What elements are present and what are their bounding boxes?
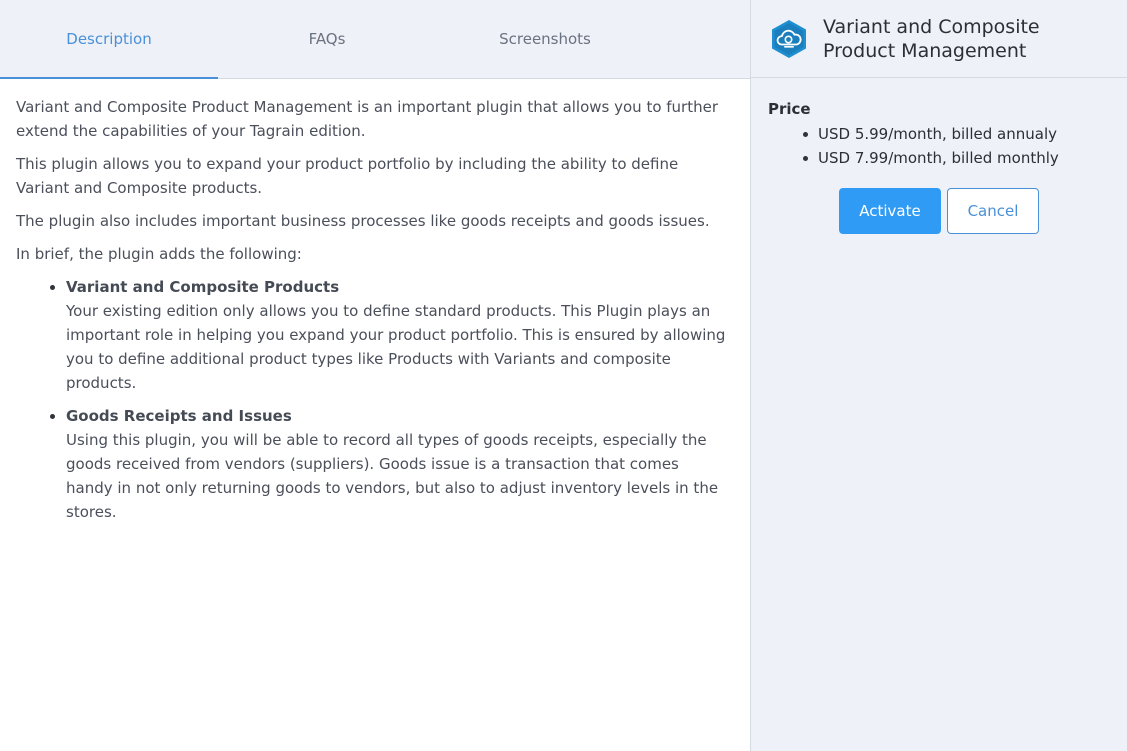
feature-title: Variant and Composite Products [66,278,340,296]
description-paragraph: This plugin allows you to expand your product portfolio by including the ability to define Variant and Composite products. [16,155,679,197]
tab-bar [0,0,750,79]
plugin-title-line: Product Management [823,39,1027,62]
description-paragraph: The plugin also includes important business processes like goods receipts and goods issues. [16,212,710,230]
feature-list [16,275,730,524]
feature-item [66,275,730,395]
sidebar-header [751,0,1127,78]
activate-button[interactable]: Activate [839,188,941,234]
tab-faqs[interactable]: FAQs [308,30,346,48]
tab-screenshots[interactable]: Screenshots [499,30,591,48]
feature-text: Using this plugin, you will be able to record all types of goods receipts, especially the goods received from vendors (suppliers). Goods issue is a transaction that comes handy in not only returning goods to vendors, but also to adjust inventory levels in the stores. [66,431,719,521]
feature-title: Goods Receipts and Issues [66,407,292,425]
cloud-plugin-icon [769,19,809,59]
price-option: USD 5.99/month, billed annualy [818,122,1110,146]
description-content [0,79,750,524]
pricing-section [751,78,1127,234]
action-buttons [768,188,1110,234]
price-option: USD 7.99/month, billed monthly [818,146,1110,170]
price-label: Price [768,100,811,118]
cancel-button[interactable]: Cancel [947,188,1039,234]
tab-description[interactable]: Description [0,0,218,78]
plugin-title [823,15,1040,63]
description-paragraph: In brief, the plugin adds the following: [16,245,302,263]
plugin-title-line: Variant and Composite [823,15,1040,38]
feature-item [66,404,730,524]
description-paragraph: Variant and Composite Product Management is an important plugin that allows you to further extend the capabilities of your Tagrain edition. [16,98,719,140]
pricing-sidebar [751,0,1127,751]
price-list [768,122,1110,170]
feature-text: Your existing edition only allows you to define standard products. This Plugin plays an important role in helping you expand your product portfolio. This is ensured by allowing you to define additional product types like Products with Variants and composite products. [66,302,726,392]
